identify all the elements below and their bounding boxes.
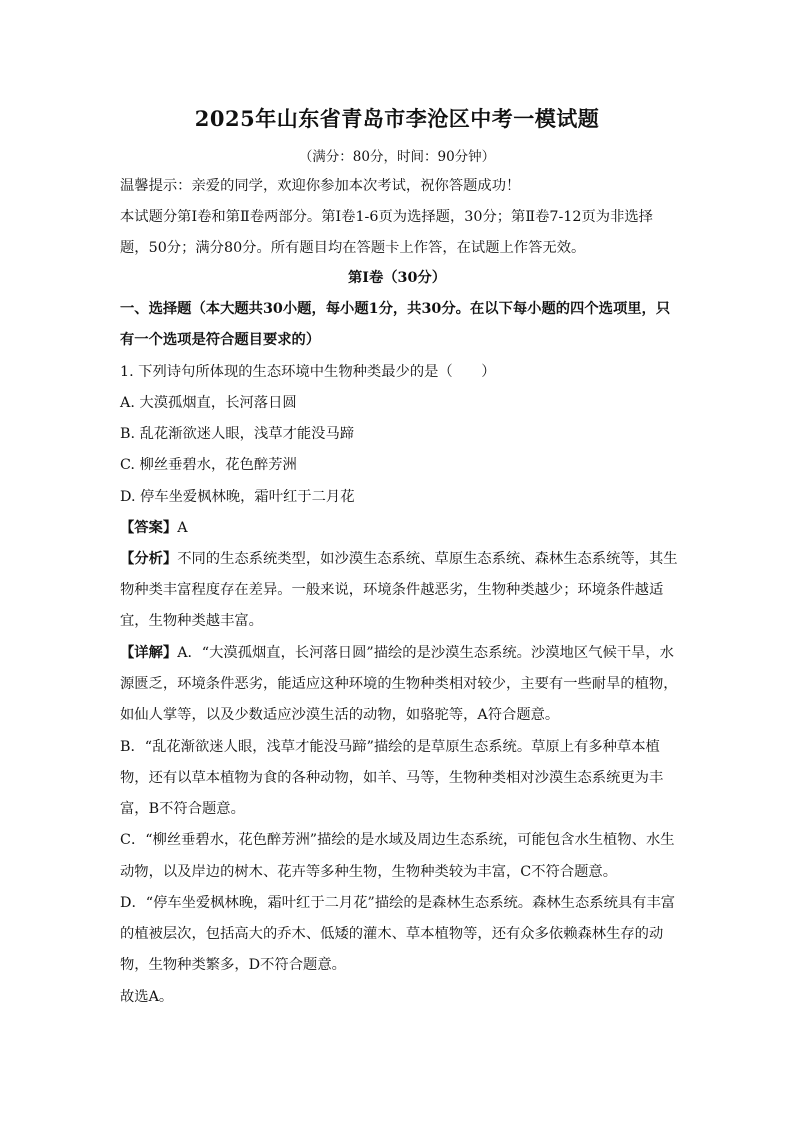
detail-line-c2: 动物，以及岸边的树木、花卉等多种生物，生物种类较为丰富，C不符合题意。 xyxy=(120,864,618,880)
detail-line-d3: 物，生物种类繁多，D不符合题意。 xyxy=(120,957,346,973)
detail-line-d2: 的植被层次，包括高大的乔木、低矮的灌木、草本植物等，还有众多依赖森林生存的动 xyxy=(120,926,664,942)
detail-line-a1 xyxy=(120,643,680,663)
detail-label: 【详解】 xyxy=(120,645,178,661)
detail-line-d1: D．“停车坐爱枫林晚，霜叶红于二月花”描绘的是森林生态系统。森林生态系统具有丰富 xyxy=(120,895,676,911)
option-b: B. 乱花渐欲迷人眼，浅草才能没马蹄 xyxy=(120,426,355,442)
section-heading: 第Ⅰ卷（30分） xyxy=(347,270,447,286)
option-d: D. 停车坐爱枫林晚，霜叶红于二月花 xyxy=(120,489,355,505)
answer-value: A xyxy=(177,520,188,536)
intro-line-2: 题，50分；满分80分。所有题目均在答题卡上作答，在试题上作答无效。 xyxy=(120,240,586,256)
detail-line-b1: B．“乱花渐欲迷人眼，浅草才能没马蹄”描绘的是草原生态系统。草原上有多种草本植 xyxy=(120,739,660,755)
answer-line xyxy=(120,518,680,538)
detail-line-a3: 如仙人掌等，以及少数适应沙漠生活的动物，如骆驼等，A符合题意。 xyxy=(120,707,560,723)
option-a: A. 大漠孤烟直，长河落日圆 xyxy=(120,395,297,411)
conclusion-text: 故选A。 xyxy=(120,989,174,1005)
analysis-label: 【分析】 xyxy=(120,551,178,567)
analysis-line-1 xyxy=(120,549,680,569)
detail-line-a2: 源匮乏，环境条件恶劣，能适应这种环境的生物种类相对较少，主要有一些耐旱的植物， xyxy=(120,676,678,692)
part-heading-line-2: 有一个选项是符合题目要求的） xyxy=(120,332,321,348)
analysis-line-2: 物种类丰富程度存在差异。一般来说，环境条件越恶劣，生物种类越少；环境条件越适 xyxy=(120,582,664,598)
detail-line-b3: 富，B不符合题意。 xyxy=(120,801,245,817)
page-title: 2025年山东省青岛市李沧区中考一模试题 xyxy=(194,106,600,131)
option-c: C. 柳丝垂碧水，花色醉芳洲 xyxy=(120,457,297,473)
greeting-text: 温馨提示：亲爱的同学，欢迎你参加本次考试，祝你答题成功！ xyxy=(120,178,521,194)
exam-subtitle: （满分：80分，时间：90分钟） xyxy=(298,149,496,165)
analysis-text-1: 不同的生态系统类型，如沙漠生态系统、草原生态系统、森林生态系统等，其生 xyxy=(177,551,678,567)
answer-label: 【答案】 xyxy=(120,520,178,536)
detail-text-a1: A．“大漠孤烟直，长河落日圆”描绘的是沙漠生态系统。沙漠地区气候干旱，水 xyxy=(177,645,674,661)
analysis-line-3: 宜，生物种类越丰富。 xyxy=(120,613,263,629)
question-stem: 1. 下列诗句所体现的生态环境中生物种类最少的是（ ） xyxy=(120,364,496,380)
detail-line-b2: 物，还有以草本植物为食的各种动物，如羊、马等，生物种类相对沙漠生态系统更为丰 xyxy=(120,770,664,786)
detail-line-c1: C．“柳丝垂碧水，花色醉芳洲”描绘的是水域及周边生态系统，可能包含水生植物、水生 xyxy=(120,832,675,848)
intro-line-1: 本试题分第Ⅰ卷和第Ⅱ卷两部分。第Ⅰ卷1-6页为选择题，30分；第Ⅱ卷7-12页为非选择 xyxy=(120,209,653,225)
part-heading-line-1: 一、选择题（本大题共30小题，每小题1分，共30分。在以下每小题的四个选项里，只 xyxy=(120,301,671,317)
